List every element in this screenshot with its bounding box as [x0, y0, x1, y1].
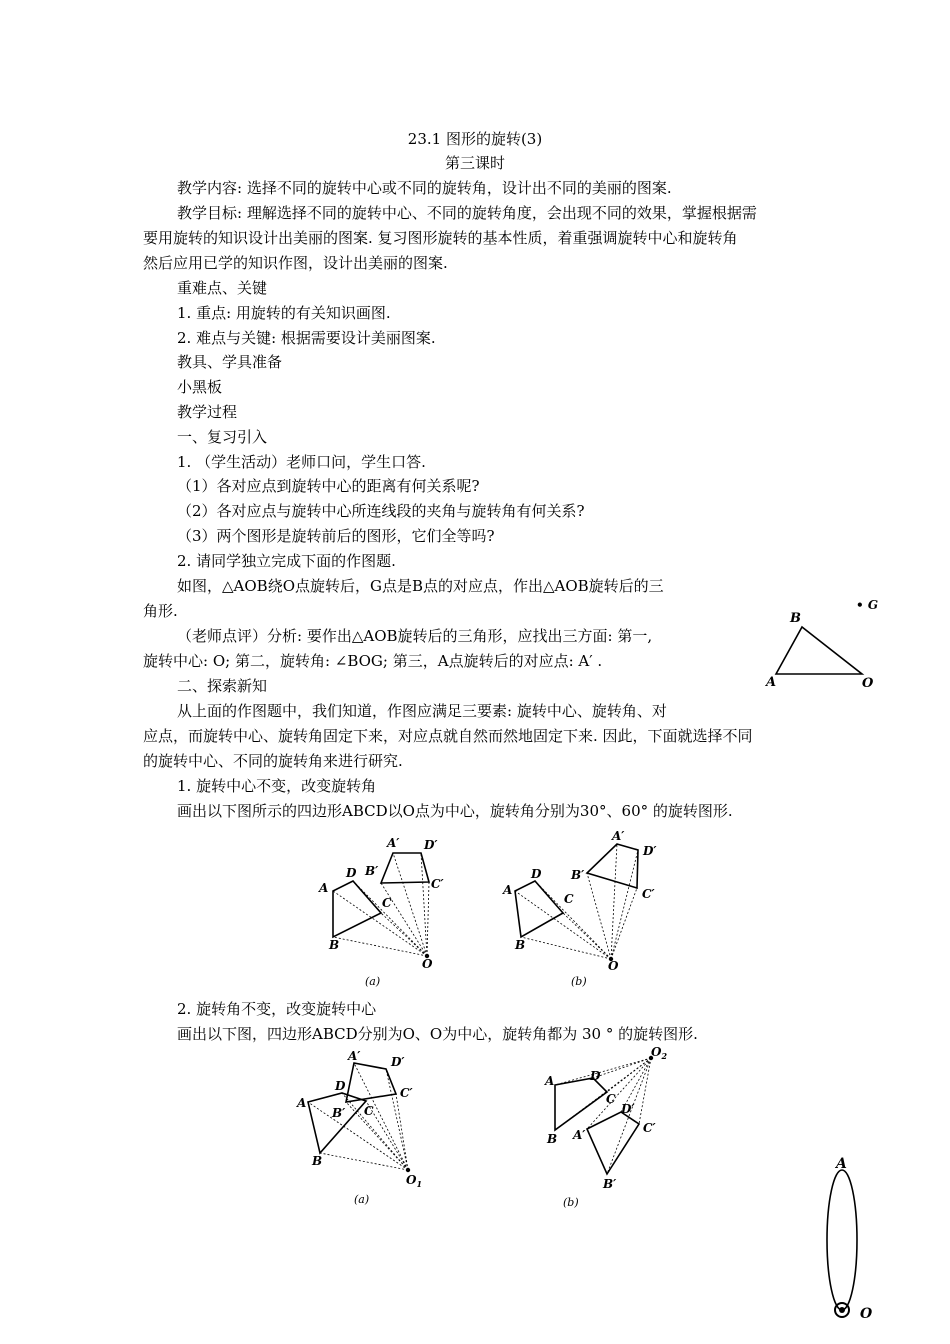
label-b: B: [329, 938, 340, 952]
label-c: C: [564, 892, 574, 906]
text-explore-1: 从上面的作图题中，我们知道，作图应满足三要素: 旋转中心、旋转角、对: [177, 702, 667, 720]
label-o: O: [860, 1306, 873, 1322]
label-b: B: [790, 611, 801, 626]
caption: (a): [354, 1193, 370, 1206]
label-b-prime: B′: [571, 868, 585, 882]
text-figure-desc-2: 角形.: [143, 602, 178, 620]
quad-abcd: [333, 881, 381, 937]
heading-review: 一、复习引入: [177, 428, 268, 446]
figure-1b: [495, 825, 665, 990]
label-b: B: [312, 1154, 323, 1168]
text-key-2: 2. 难点与关键: 根据需要设计美丽图案.: [177, 329, 436, 347]
label-o2-main: O: [651, 1045, 662, 1059]
text-goal-3: 然后应用已学的知识作图，设计出美丽的图案.: [143, 254, 448, 272]
label-c-prime: C′: [642, 887, 655, 901]
label-a-prime: A′: [348, 1049, 361, 1063]
figure-1a: [305, 825, 465, 990]
label-d: D: [335, 1079, 346, 1093]
label-b-prime: B′: [332, 1106, 346, 1120]
label-c: C: [364, 1104, 374, 1118]
label-a-prime: A′: [573, 1128, 586, 1142]
quad-abcd: [308, 1093, 366, 1153]
label-d: D: [531, 867, 542, 881]
caption: (b): [571, 975, 587, 988]
label-c: C: [606, 1092, 616, 1106]
label-a: A: [766, 675, 777, 690]
triangle-aob: [776, 627, 862, 674]
heading-case-1: 1. 旋转中心不变，改变旋转角: [177, 777, 377, 795]
text-explore-2: 应点，而旋转中心、旋转角固定下来，对应点就自然而然地固定下来. 因此，下面就选择不同: [143, 727, 753, 745]
label-a: A: [545, 1074, 555, 1088]
dotted-rays: [308, 1063, 408, 1170]
label-a: A: [297, 1096, 307, 1110]
caption: (b): [563, 1196, 579, 1209]
text-explore-3: 的旋转中心、不同的旋转角来进行研究.: [143, 752, 403, 770]
label-b-prime: B′: [365, 864, 379, 878]
text-comment-2: 旋转中心: O; 第二，旋转角: ∠BOG; 第三，A点旋转后的对应点: A′ .: [143, 652, 603, 670]
heading-process: 教学过程: [177, 403, 238, 421]
quad-abcd-rotated: [587, 1112, 639, 1174]
label-o: O: [422, 957, 433, 971]
label-d-prime: D′: [391, 1055, 405, 1069]
label-a-prime: A′: [387, 836, 400, 850]
text-goal-2: 要用旋转的知识设计出美丽的图案. 复习图形旋转的基本性质，着重强调旋转中心和旋转角: [143, 229, 738, 247]
text-key-1: 1. 重点: 用旋转的有关知识画图.: [177, 304, 391, 322]
page-subtitle: 第三课时: [444, 154, 505, 172]
text-question-2: （2）各对应点与旋转中心所连线段的夹角与旋转角有何关系?: [177, 502, 585, 520]
figure-2a: [290, 1045, 440, 1210]
label-c-prime: C′: [400, 1086, 413, 1100]
text-goal-1: 教学目标: 理解选择不同的旋转中心、不同的旋转角度，会出现不同的效果，掌握根据需: [177, 204, 757, 222]
heading-case-2: 2. 旋转角不变，改变旋转中心: [177, 1000, 377, 1018]
label-g: • G: [856, 598, 879, 612]
text-comment-1: （老师点评）分析: 要作出△AOB旋转后的三角形，应找出三方面: 第一,: [177, 627, 653, 645]
label-d-prime: D′: [643, 844, 657, 858]
label-d-prime: D′: [621, 1102, 635, 1116]
label-o2-sub: 2: [661, 1051, 668, 1061]
label-b: B: [547, 1132, 558, 1146]
dotted-rays: [555, 1058, 651, 1174]
label-o1-sub: 1: [416, 1179, 423, 1189]
label-c: C: [382, 896, 392, 910]
label-b-prime: B′: [603, 1177, 617, 1191]
label-a-prime: A′: [612, 829, 625, 843]
label-c-prime: C′: [643, 1121, 656, 1135]
text-case-1-desc: 画出以下图所示的四边形ABCD以O点为中心，旋转角分别为30°、60° 的旋转图形.: [177, 802, 733, 820]
text-question-intro: 1. （学生活动）老师口问，学生口答.: [177, 453, 426, 471]
label-o: O: [862, 676, 874, 691]
center-o1: [406, 1168, 410, 1172]
label-d-prime: D′: [424, 838, 438, 852]
label-d: D: [346, 866, 357, 880]
center-dot: [839, 1307, 845, 1313]
page-title: 23.1 图形的旋转(3): [407, 130, 543, 148]
label-d: D: [590, 1069, 601, 1083]
text-content: 教学内容: 选择不同的旋转中心或不同的旋转角，设计出不同的美丽的图案.: [177, 179, 672, 197]
heading-key-points: 重难点、关键: [177, 279, 268, 297]
label-a: A: [836, 1156, 847, 1172]
figure-2b: [535, 1040, 685, 1210]
heading-explore: 二、探索新知: [177, 677, 268, 695]
ellipse: [827, 1170, 857, 1310]
label-o1: [406, 1173, 422, 1189]
caption: (a): [365, 975, 381, 988]
text-case-2-desc: 画出以下图，四边形ABCD分别为O、O为中心，旋转角都为 30 ° 的旋转图形.: [177, 1025, 698, 1043]
label-b: B: [515, 938, 526, 952]
label-a: A: [503, 883, 513, 897]
quad-abcd-rotated: [587, 844, 638, 888]
dotted-rays: [515, 844, 638, 959]
text-question-3: （3）两个图形是旋转前后的图形，它们全等吗?: [177, 527, 495, 545]
text-question-1: （1）各对应点到旋转中心的距离有何关系呢?: [177, 477, 480, 495]
label-o2: [651, 1045, 667, 1061]
heading-tools: 教具、学具准备: [177, 353, 283, 371]
quad-abcd: [515, 881, 563, 937]
text-tools: 小黑板: [177, 378, 223, 396]
label-o: O: [608, 959, 619, 973]
text-task: 2. 请同学独立完成下面的作图题.: [177, 552, 396, 570]
text-figure-desc-1: 如图，△AOB绕O点旋转后，G点是B点的对应点，作出△AOB旋转后的三: [177, 577, 664, 595]
ellipse-figure: [810, 1150, 890, 1340]
triangle-figure: [760, 590, 880, 690]
label-a: A: [319, 881, 329, 895]
label-o1-main: O: [406, 1173, 417, 1187]
label-c-prime: C′: [431, 877, 444, 891]
